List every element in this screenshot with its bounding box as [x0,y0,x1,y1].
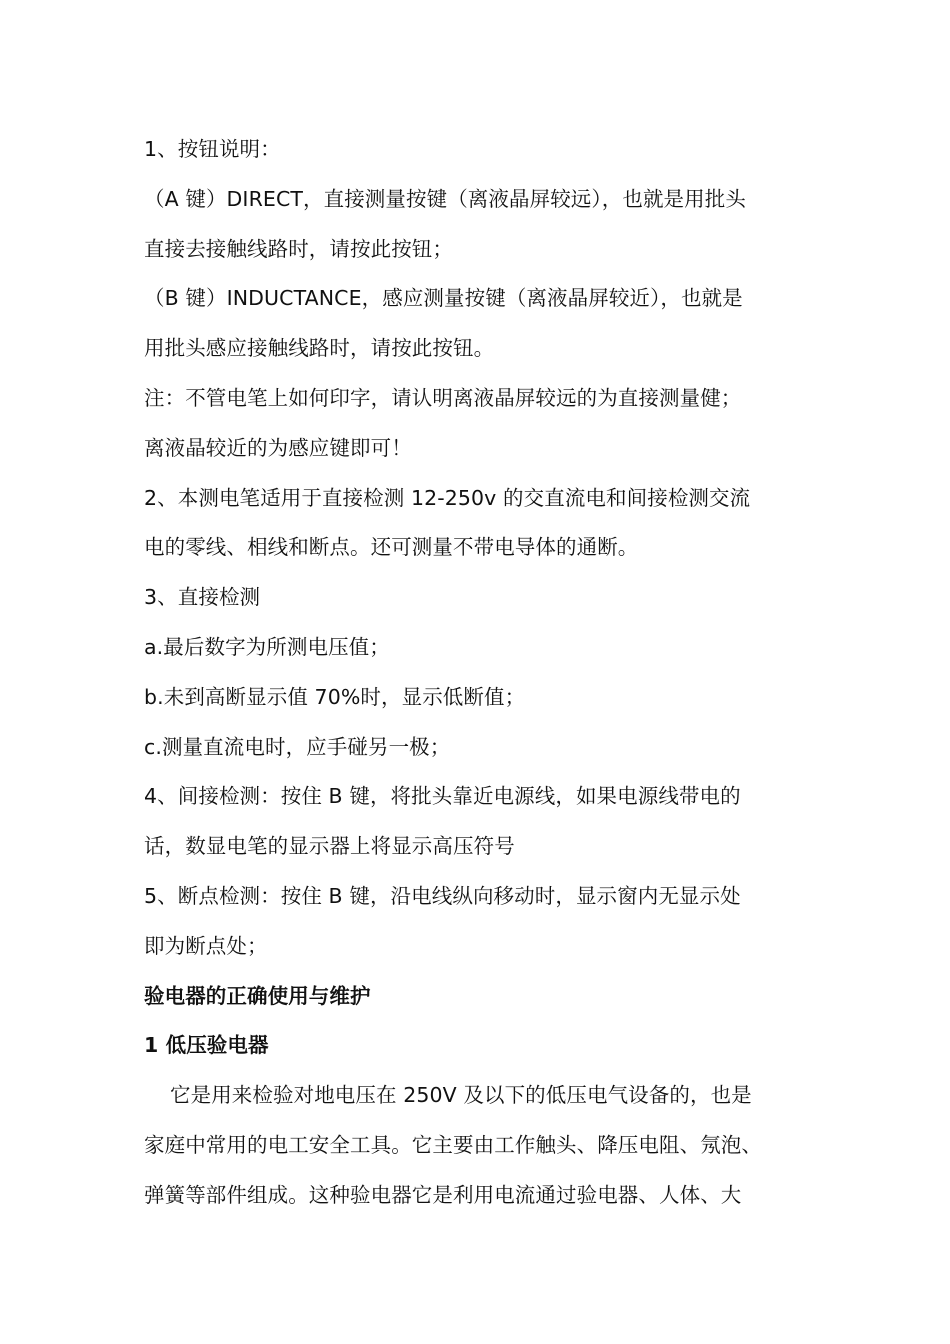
paragraph-line: 2、本测电笔适用于直接检测 12-250v 的交直流电和间接检测交流 [144,485,751,510]
paragraph-line: 5、断点检测：按住 B 键，沿电线纵向移动时，显示窗内无显示处 [144,883,741,908]
section-title: 验电器的正确使用与维护 [144,983,371,1008]
subsection-title: 1 低压验电器 [144,1033,269,1058]
heading-direct-detection: 3、直接检测 [144,585,261,610]
paragraph-line: 弹簧等部件组成。这种验电器它是利用电流通过验电器、人体、大 [144,1182,742,1207]
heading-buttons: 1、按钮说明： [144,137,281,161]
document-body [144,125,824,1221]
paragraph-line: 它是用来检验对地电压在 250V 及以下的低压电气设备的，也是 [170,1083,752,1108]
paragraph-line: 话，数显电笔的显示器上将显示高压符号 [144,834,515,859]
paragraph-line: 直接去接触线路时，请按此按钮； [144,236,453,261]
paragraph-line: 即为断点处； [144,933,268,958]
paragraph-line: 电的零线、相线和断点。还可测量不带电导体的通断。 [144,535,639,560]
paragraph-line: （A 键）DIRECT，直接测量按键（离液晶屏较远），也就是用批头 [144,186,746,211]
paragraph-line: 4、间接检测：按住 B 键，将批头靠近电源线，如果电源线带电的 [144,784,741,809]
paragraph-line: 用批头感应接触线路时，请按此按钮。 [144,336,495,361]
list-item: a.最后数字为所测电压值； [144,634,390,659]
paragraph-line: 家庭中常用的电工安全工具。它主要由工作触头、降压电阻、氖泡、 [144,1132,762,1157]
paragraph-line: （B 键）INDUCTANCE，感应测量按键（离液晶屏较近），也就是 [144,286,743,311]
note-line: 注：不管电笔上如何印字，请认明离液晶屏较远的为直接测量健； [144,385,742,410]
list-item: b.未到高断显示值 70%时，显示低断值； [144,684,526,709]
note-line: 离液晶较近的为感应键即可！ [144,435,412,460]
list-item: c.测量直流电时，应手碰另一极； [144,734,451,759]
